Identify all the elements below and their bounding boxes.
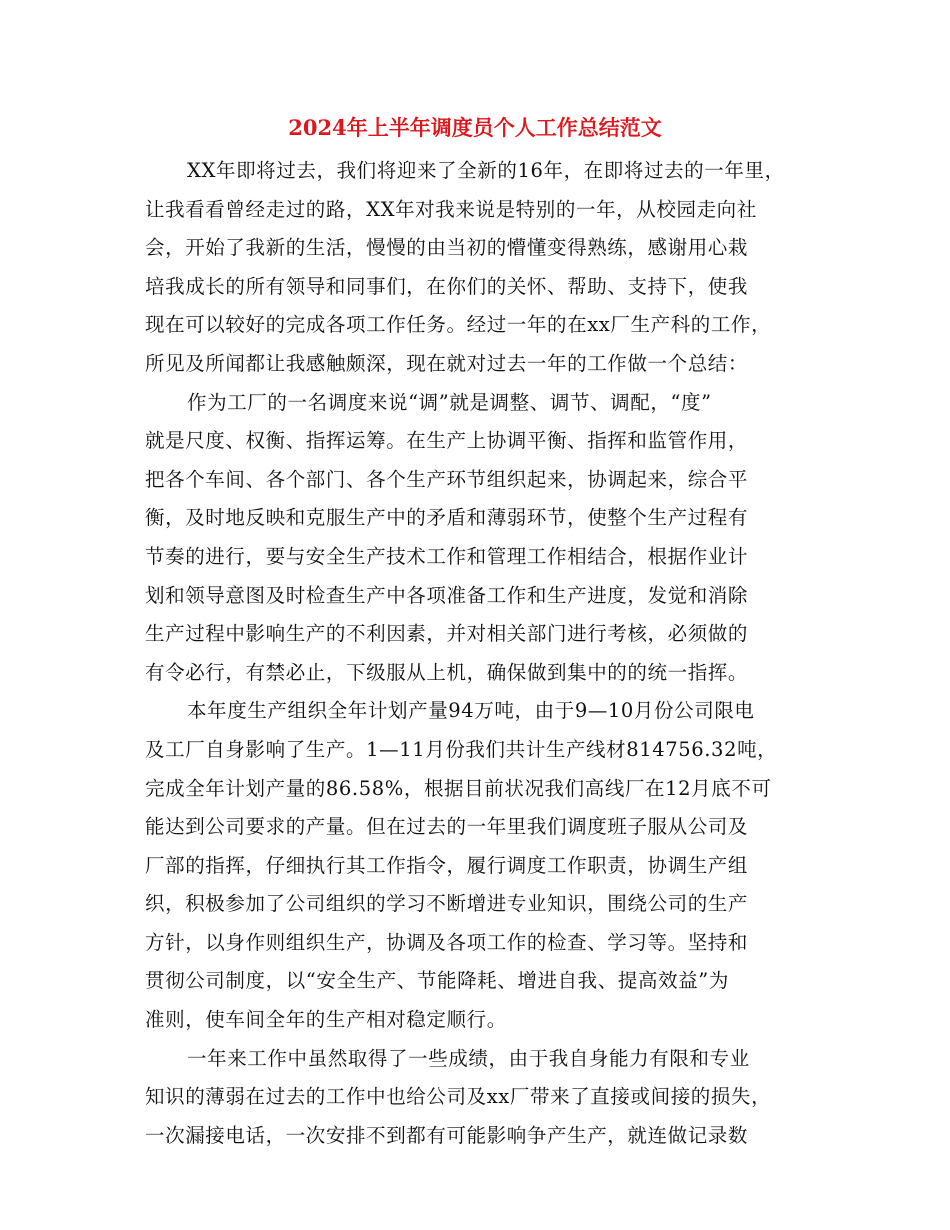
text-line: 作为工厂的一名调度来说“调”就是调整、调节、调配，“度” xyxy=(187,390,712,414)
text-line: 本年度生产组织全年计划产量94万吨，由于9—10月份公司限电 xyxy=(187,699,755,723)
text-line: 一年来工作中虽然取得了一些成绩，由于我自身能力有限和专业 xyxy=(187,1046,750,1070)
text-line: 生产过程中影响生产的不利因素，并对相关部门进行考核，必须做的 xyxy=(145,622,749,646)
text-line: 及工厂自身影响了生产。1—11月份我们共计生产线材814756.32吨， xyxy=(145,737,778,761)
text-line: 厂部的指挥，仔细执行其工作指令，履行调度工作职责，协调生产组 xyxy=(145,853,749,877)
text-line: 让我看看曾经走过的路，XX年对我来说是特别的一年，从校园走向社 xyxy=(145,197,757,221)
paragraph-1 xyxy=(145,152,825,384)
text-line: 一次漏接电话，一次安排不到都有可能影响争产生产，就连做记录数 xyxy=(145,1123,749,1147)
text-line: 完成全年计划产量的86.58%，根据目前状况我们高线厂在12月底不可 xyxy=(145,776,772,800)
paragraph-2 xyxy=(145,384,825,693)
text-line: 贯彻公司制度，以“安全生产、节能降耗、增进自我、提高效益”为 xyxy=(145,969,729,993)
text-line: 现在可以较好的完成各项工作任务。经过一年的在xx厂生产科的工作， xyxy=(145,313,772,337)
document-title: 2024年上半年调度员个人工作总结范文 xyxy=(288,115,662,140)
text-line: 织，积极参加了公司组织的学习不断增进专业知识，围绕公司的生产 xyxy=(145,892,749,916)
document-body xyxy=(145,152,825,1155)
paragraph-4 xyxy=(145,1040,825,1156)
paragraph-3 xyxy=(145,692,825,1039)
text-line: XX年即将过去，我们将迎来了全新的16年，在即将过去的一年里， xyxy=(187,159,785,182)
text-line: 所见及所闻都让我感触颇深，现在就对过去一年的工作做一个总结： xyxy=(145,351,749,375)
text-line: 就是尺度、权衡、指挥运筹。在生产上协调平衡、指挥和监管作用， xyxy=(145,429,749,453)
text-line: 准则，使车间全年的生产相对稳定顺行。 xyxy=(145,1008,507,1032)
text-line: 有令必行，有禁必止，下级服从上机，确保做到集中的的统一指挥。 xyxy=(145,660,749,684)
text-line: 会，开始了我新的生活，慢慢的由当初的懵懂变得熟练，感谢用心栽 xyxy=(145,236,749,260)
text-line: 划和领导意图及时检查生产中各项准备工作和生产进度，发觉和消除 xyxy=(145,583,749,607)
text-line: 能达到公司要求的产量。但在过去的一年里我们调度班子服从公司及 xyxy=(145,815,749,839)
text-line: 知识的薄弱在过去的工作中也给公司及xx厂带来了直接或间接的损失， xyxy=(145,1085,772,1109)
text-line: 培我成长的所有领导和同事们，在你们的关怀、帮助、支持下，使我 xyxy=(145,274,749,298)
text-line: 把各个车间、各个部门、各个生产环节组织起来，协调起来，综合平 xyxy=(145,467,749,491)
text-line: 衡，及时地反映和克服生产中的矛盾和薄弱环节，使整个生产过程有 xyxy=(145,506,749,530)
text-line: 方针，以身作则组织生产，协调及各项工作的检查、学习等。坚持和 xyxy=(145,930,749,954)
text-line: 节奏的进行，要与安全生产技术工作和管理工作相结合，根据作业计 xyxy=(145,544,749,568)
